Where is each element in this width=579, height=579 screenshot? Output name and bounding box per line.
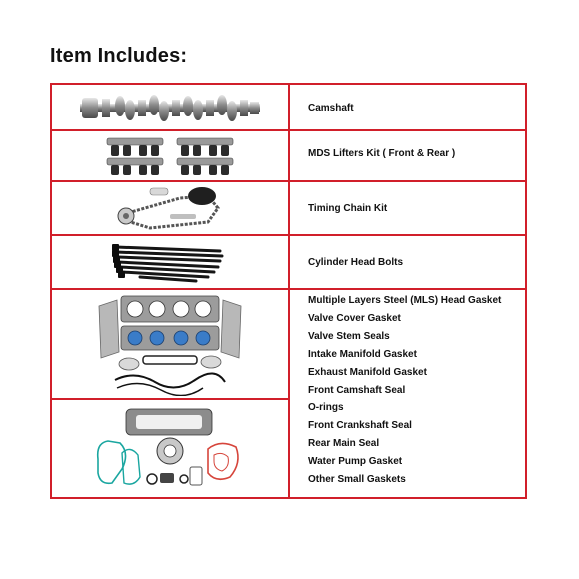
column-divider xyxy=(288,85,290,497)
page-title: Item Includes: xyxy=(50,45,188,67)
gasket-items-list xyxy=(308,292,501,489)
list-item: Valve Cover Gasket xyxy=(308,312,401,324)
items-table xyxy=(50,83,527,499)
list-item: Front Camshaft Seal xyxy=(308,384,406,396)
row-label-camshaft: Camshaft xyxy=(308,103,354,114)
row-label-lifters: MDS Lifters Kit ( Front & Rear ) xyxy=(308,148,456,159)
list-item: Water Pump Gasket xyxy=(308,456,403,468)
timing-chain-image xyxy=(52,182,288,234)
head-bolts-image xyxy=(52,236,288,288)
lower-gasket-set-image xyxy=(52,400,288,499)
row-label-head-bolts: Cylinder Head Bolts xyxy=(308,257,404,268)
list-item: Other Small Gaskets xyxy=(308,474,406,486)
list-item: Valve Stem Seals xyxy=(308,330,390,342)
list-item: Multiple Layers Steel (MLS) Head Gasket xyxy=(308,295,502,306)
lifters-image xyxy=(52,131,288,180)
list-item: Exhaust Manifold Gasket xyxy=(308,366,427,378)
camshaft-image xyxy=(52,87,288,129)
head-gasket-set-image xyxy=(52,290,288,398)
list-item: O-rings xyxy=(308,402,344,414)
list-item: Rear Main Seal xyxy=(308,438,380,450)
list-item: Front Crankshaft Seal xyxy=(308,420,412,432)
row-label-timing-chain: Timing Chain Kit xyxy=(308,203,388,214)
list-item: Intake Manifold Gasket xyxy=(308,348,417,360)
